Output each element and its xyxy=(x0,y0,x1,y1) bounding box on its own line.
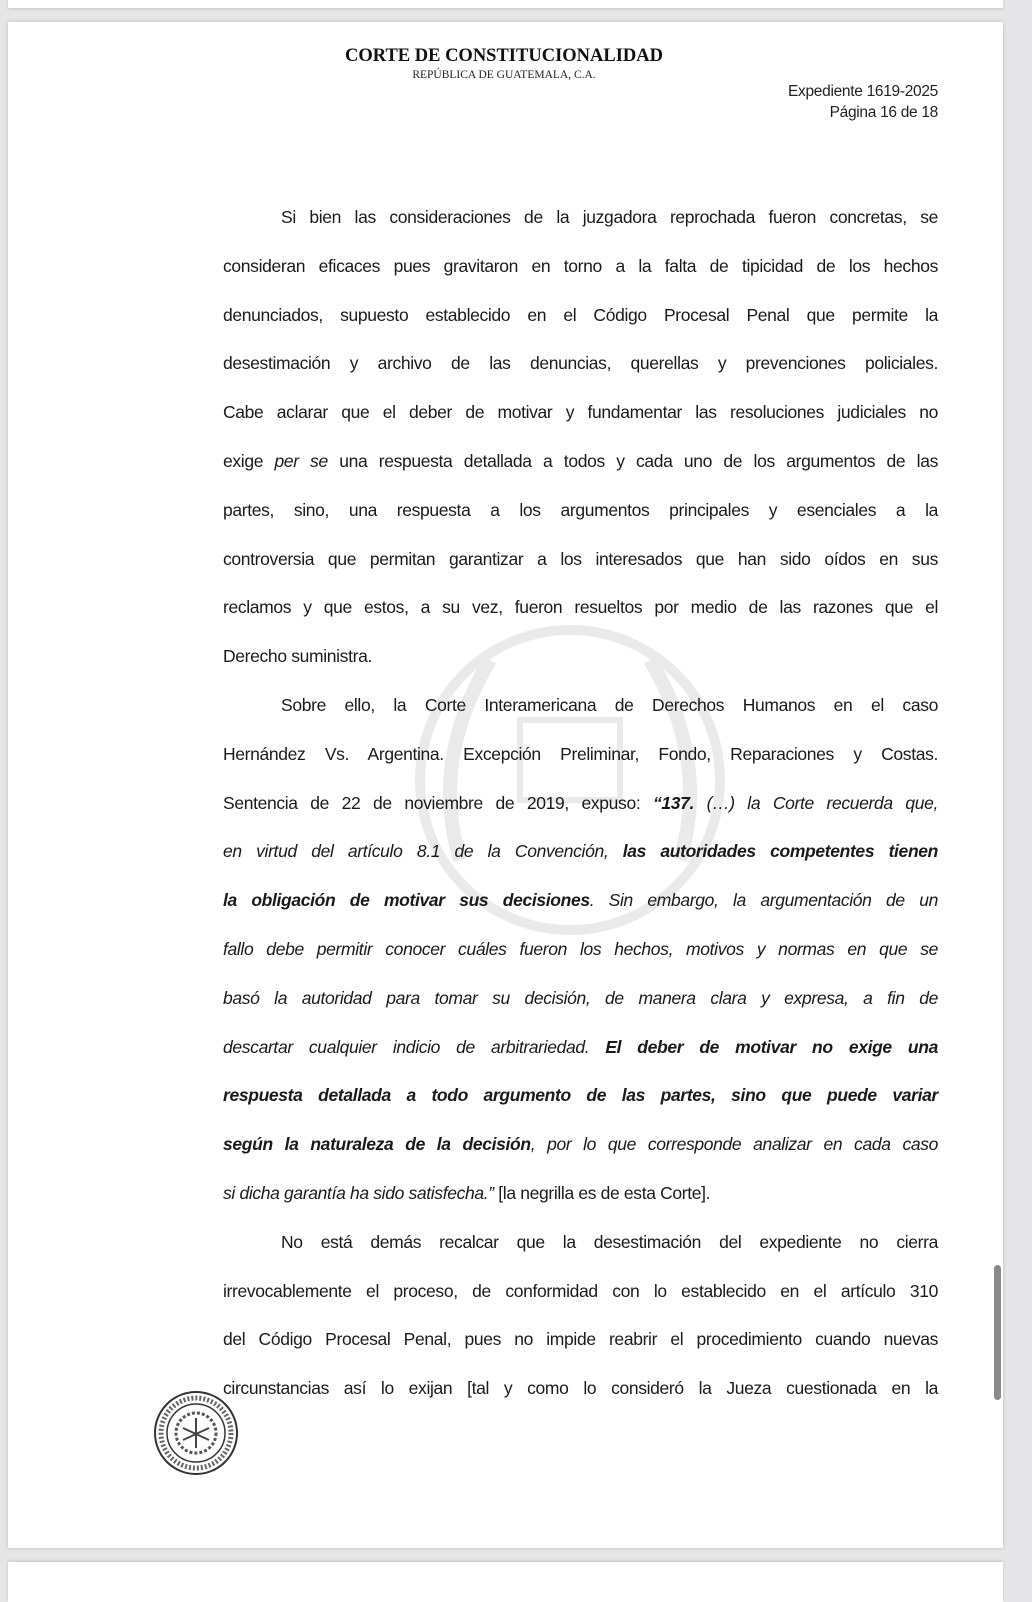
text-line xyxy=(223,254,938,303)
text-segment: respuesta detallada a todo argumento de las partes, sino que puede variar xyxy=(223,1085,938,1106)
text-segment: del Código Procesal Penal, pues no impide reabrir el procedimiento cuando nuevas xyxy=(223,1329,938,1350)
text-line xyxy=(223,1327,938,1376)
text-line xyxy=(223,888,938,937)
text-line xyxy=(223,498,938,547)
text-segment: desestimación y archivo de las denuncias, querellas y prevenciones policiales. xyxy=(223,353,938,374)
text-segment: reclamos y que estos, a su vez, fueron resueltos por medio de las razones que el xyxy=(223,597,938,618)
court-seal-stamp xyxy=(153,1390,239,1476)
text-segment: per se xyxy=(274,450,328,471)
text-segment: irrevocablemente el proceso, de conformidad con lo establecido en el artículo 310 xyxy=(223,1280,938,1301)
text-segment: exige xyxy=(223,450,275,471)
text-line xyxy=(223,644,938,693)
text-line xyxy=(223,205,938,254)
text-segment: No está demás recalcar que la desestimación del expediente no cierra xyxy=(281,1231,938,1252)
next-page-edge xyxy=(8,1562,1003,1602)
text-segment: consideran eficaces pues gravitaron en torno a la falta de tipicidad de los hechos xyxy=(223,255,938,276)
text-segment: Derecho suministra. xyxy=(223,646,372,667)
text-segment: Si bien las consideraciones de la juzgadora reprochada fueron concretas, se xyxy=(281,207,938,227)
text-segment: si dicha garantía ha sido satisfecha.” xyxy=(223,1182,494,1203)
text-line xyxy=(223,351,938,400)
court-name: CORTE DE CONSTITUCIONALIDAD xyxy=(344,46,663,66)
text-segment: (…) la Corte recuerda que, xyxy=(694,792,938,813)
text-segment: según la naturaleza de la decisión xyxy=(223,1134,531,1155)
text-line xyxy=(223,742,938,791)
text-segment: denunciados, supuesto establecido en el Código Procesal Penal que permite la xyxy=(223,304,938,325)
text-line xyxy=(223,986,938,1035)
text-line xyxy=(223,1230,938,1279)
text-segment: Sobre ello, la Corte Interamericana de Derechos Humanos en el caso xyxy=(281,694,938,715)
text-segment: en virtud del artículo 8.1 de la Convención, xyxy=(223,841,623,862)
text-segment: basó la autoridad para tomar su decisión, de manera clara y expresa, a fin de xyxy=(223,987,938,1008)
scrollbar-thumb[interactable] xyxy=(994,1265,1001,1400)
text-line xyxy=(223,693,938,742)
text-line xyxy=(223,1279,938,1328)
text-segment: partes, sino, una respuesta a los argumentos principales y esenciales a la xyxy=(223,499,938,520)
text-segment: [la negrilla es de esta Corte]. xyxy=(493,1182,711,1203)
text-line xyxy=(223,595,938,644)
text-line xyxy=(223,1035,938,1084)
text-segment: una respuesta detallada a todos y cada uno de los argumentos de las xyxy=(327,450,938,471)
text-segment: “137. xyxy=(652,792,695,813)
text-line xyxy=(223,449,938,498)
previous-page-edge xyxy=(8,0,1003,8)
text-segment: descartar cualquier indicio de arbitrariedad. xyxy=(223,1036,606,1057)
text-line xyxy=(223,1132,938,1181)
case-number: Expediente 1619-2025 xyxy=(788,83,938,100)
text-line xyxy=(223,1376,938,1425)
text-segment: , por lo que corresponde analizar en cada caso xyxy=(530,1134,939,1155)
text-segment: El deber de motivar no exige una xyxy=(605,1036,938,1057)
text-segment: Hernández Vs. Argentina. Excepción Preliminar, Fondo, Reparaciones y Costas. xyxy=(223,743,938,764)
text-line xyxy=(223,937,938,986)
text-segment: la obligación de motivar sus decisiones xyxy=(223,890,590,911)
text-segment: Cabe aclarar que el deber de motivar y fundamentar las resoluciones judiciales no xyxy=(223,402,938,423)
page-number: Página 16 de 18 xyxy=(829,104,938,121)
court-country: REPÚBLICA DE GUATEMALA, C.A. xyxy=(412,69,596,81)
document-body xyxy=(223,205,938,1425)
text-line xyxy=(223,547,938,596)
text-segment: . Sin embargo, la argumentación de un xyxy=(589,890,938,911)
text-line xyxy=(223,400,938,449)
text-line xyxy=(223,1083,938,1132)
text-line xyxy=(223,791,938,840)
text-segment: circunstancias así lo exijan [tal y como lo consideró la Jueza cuestionada en la xyxy=(223,1378,938,1399)
text-line xyxy=(223,839,938,888)
text-segment: controversia que permitan garantizar a los interesados que han sido oídos en sus xyxy=(223,548,938,569)
text-line xyxy=(223,1181,938,1230)
text-segment: fallo debe permitir conocer cuáles fueron los hechos, motivos y normas en que se xyxy=(223,938,938,959)
text-line xyxy=(223,303,938,352)
text-segment: las autoridades competentes tienen xyxy=(622,841,939,862)
text-segment: Sentencia de 22 de noviembre de 2019, expuso: xyxy=(223,792,653,813)
